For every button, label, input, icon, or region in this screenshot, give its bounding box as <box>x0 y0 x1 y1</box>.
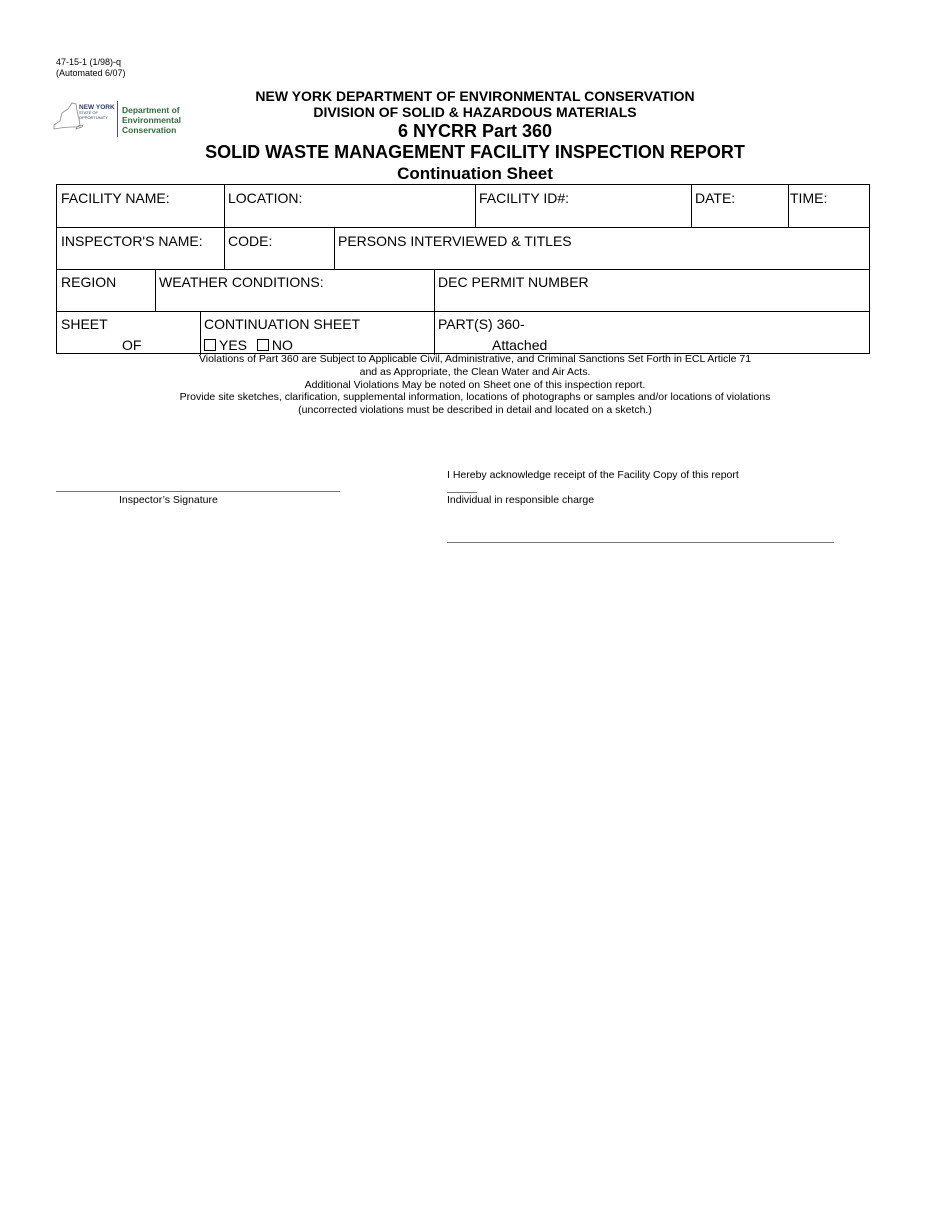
note-line: Violations of Part 360 are Subject to Applicable Civil, Administrative, and Criminal Sanctions Set Forth in ECL Article 71 <box>198 353 752 365</box>
note-line: and as Appropriate, the Clean Water and Air Acts. <box>359 365 591 378</box>
form-number: 47-15-1 (1/98)-q <box>56 57 122 67</box>
form-number-block <box>56 57 126 79</box>
inspection-form-grid <box>56 184 870 354</box>
yes-label: YES <box>219 337 248 353</box>
time-field[interactable]: TIME: <box>790 190 828 206</box>
facility-name-field[interactable]: FACILITY NAME: <box>61 190 170 206</box>
facility-id-field[interactable]: FACILITY ID#: <box>479 190 569 206</box>
grid-col-divider <box>155 269 156 311</box>
note-line: (uncorrected violations must be described in detail and located on a sketch.) <box>298 404 652 417</box>
grid-row-divider <box>57 227 869 228</box>
persons-interviewed-field[interactable]: PERSONS INTERVIEWED & TITLES <box>338 233 572 249</box>
grid-col-divider <box>200 311 201 355</box>
parts-360-field[interactable]: PART(S) 360- <box>438 316 525 332</box>
inspector-signature-label: Inspector’s Signature <box>119 494 218 506</box>
attached-label: Attached <box>492 337 548 353</box>
logo-state-line3: OPPORTUNITY <box>79 114 108 120</box>
grid-col-divider <box>434 311 435 355</box>
grid-col-divider <box>475 185 476 227</box>
note-line: Additional Violations May be noted on Sheet one of this inspection report. <box>304 378 646 391</box>
logo-dept-line3: Conservation <box>122 125 177 135</box>
division-name: DIVISION OF SOLID & HAZARDOUS MATERIALS <box>313 104 637 120</box>
no-checkbox[interactable] <box>257 339 269 351</box>
no-label: NO <box>271 337 293 353</box>
regulation-title: 6 NYCRR Part 360 <box>397 121 553 141</box>
note-line: Provide site sketches, clarification, supplemental information, locations of photographs or samples and/or locations of violations <box>179 391 771 404</box>
grid-col-divider <box>434 269 435 311</box>
logo-state-line1: NEW YORK <box>79 104 115 111</box>
grid-row-divider <box>57 311 869 312</box>
weather-conditions-field[interactable]: WEATHER CONDITIONS: <box>159 274 324 290</box>
form-automated-date: (Automated 6/07) <box>56 68 126 78</box>
report-subtitle: Continuation Sheet <box>397 164 553 183</box>
logo-dept-line1: Department of <box>122 105 180 115</box>
location-field[interactable]: LOCATION: <box>228 190 303 206</box>
sheet-field[interactable]: SHEET <box>61 316 108 332</box>
sheet-of-label: OF <box>122 337 142 353</box>
code-field[interactable]: CODE: <box>228 233 273 249</box>
logo-state-line2: STATE OF <box>79 110 98 115</box>
violation-notes <box>0 353 950 417</box>
yes-checkbox[interactable] <box>204 339 216 351</box>
acknowledge-short-line <box>447 492 477 493</box>
report-title: SOLID WASTE MANAGEMENT FACILITY INSPECTION REPORT <box>205 142 745 162</box>
logo-dept-line2: Environmental <box>122 115 182 125</box>
grid-col-divider <box>224 227 225 269</box>
responsible-signature-line[interactable] <box>447 542 834 543</box>
grid-col-divider <box>224 185 225 227</box>
acknowledge-receipt-text: I Hereby acknowledge receipt of the Facility Copy of this report <box>447 469 739 481</box>
continuation-options <box>204 337 293 353</box>
inspector-name-field[interactable]: INSPECTOR'S NAME: <box>61 233 203 249</box>
grid-col-divider <box>691 185 692 227</box>
region-field[interactable]: REGION <box>61 274 117 290</box>
date-field[interactable]: DATE: <box>695 190 736 206</box>
continuation-sheet-label: CONTINUATION SHEET <box>204 316 361 332</box>
grid-col-divider <box>334 227 335 269</box>
responsible-individual-label: Individual in responsible charge <box>447 494 595 506</box>
dec-permit-number-field[interactable]: DEC PERMIT NUMBER <box>438 274 589 290</box>
inspector-signature-line[interactable] <box>56 491 340 492</box>
grid-row-divider <box>57 269 869 270</box>
agency-name: NEW YORK DEPARTMENT OF ENVIRONMENTAL CONSERVATION <box>255 88 695 104</box>
grid-col-divider <box>788 185 789 227</box>
